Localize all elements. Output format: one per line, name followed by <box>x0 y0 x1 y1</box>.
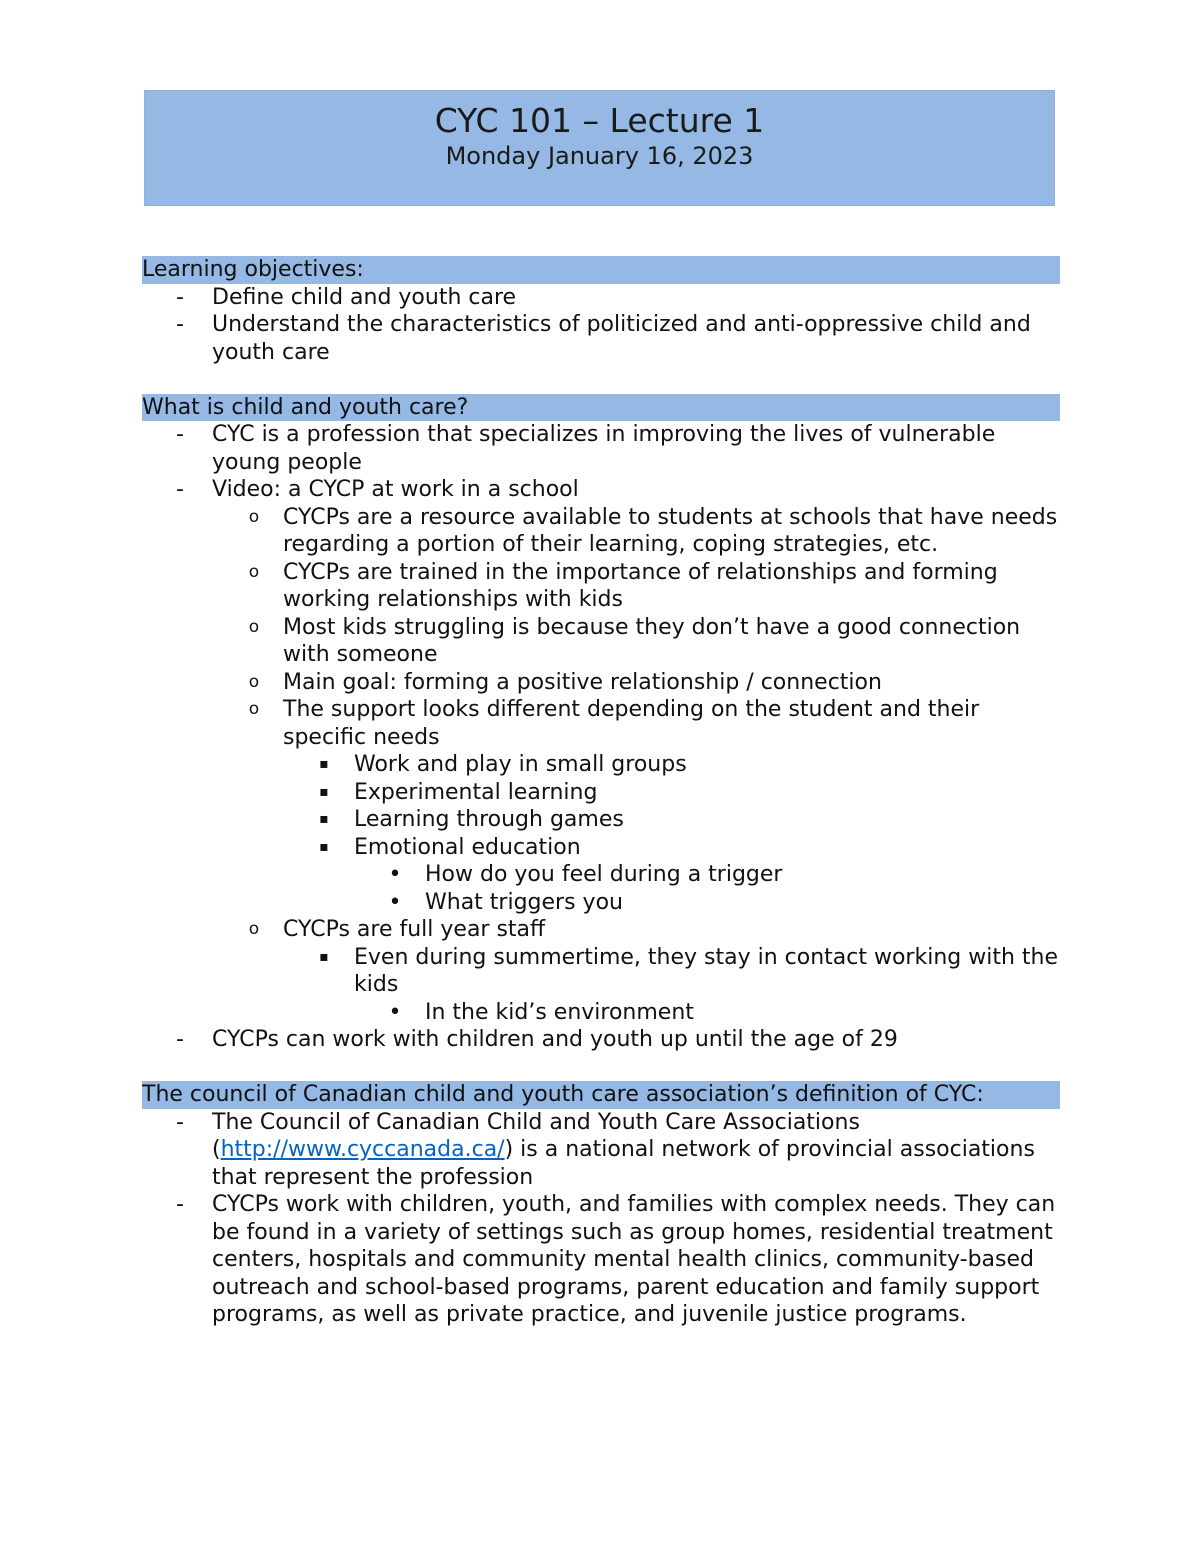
list-item <box>142 861 1060 889</box>
document-body <box>142 256 1060 1329</box>
list-item-text: CYCPs are trained in the importance of relationships and forming working relationships with kids <box>283 559 998 612</box>
square-marker: ▪ <box>319 811 329 827</box>
list-item <box>142 311 1060 366</box>
list-item-text: Experimental learning <box>354 779 598 805</box>
list-item <box>142 476 1060 504</box>
list-item-text: The support looks different depending on the student and their specific needs <box>283 697 980 750</box>
bullet-marker: • <box>388 862 402 887</box>
list-item <box>142 916 1060 944</box>
list-item <box>142 559 1060 614</box>
list-item-text: CYCPs are a resource available to students at schools that have needs regarding a portion of their learning, coping strategies, etc. <box>283 504 1058 557</box>
what-is-list <box>142 421 1060 1054</box>
council-text-post: ) is a national network of provincial associations that represent the profession <box>212 1137 1035 1190</box>
document-date: Monday January 16, 2023 <box>445 142 754 170</box>
list-item-text: CYCPs work with children, youth, and families with complex needs. They can be found in a variety of settings such as group homes, residential treatment centers, hospitals and community mental health clinics, community-based outreach and school-based programs, parent education and family support programs, as well as private practice, and juvenile justice programs. <box>212 1192 1056 1327</box>
list-item-text: Even during summertime, they stay in contact working with the kids <box>354 944 1058 997</box>
dash-marker: - <box>176 284 184 310</box>
list-item-text: CYCPs are full year staff <box>283 917 546 942</box>
list-item-text: Understand the characteristics of politicized and anti-oppressive child and youth care <box>212 312 1031 365</box>
circle-marker: o <box>248 506 260 527</box>
dash-marker: - <box>176 477 184 502</box>
council-text-pre: The Council of Canadian Child and Youth Care Associations ( <box>212 1109 860 1162</box>
square-marker: ▪ <box>319 756 329 772</box>
title-box <box>144 90 1055 206</box>
square-marker: ▪ <box>319 783 329 800</box>
list-item-text: Emotional education <box>354 834 581 860</box>
list-item <box>142 421 1060 476</box>
list-item <box>142 1026 1060 1054</box>
council-list <box>142 1109 1060 1329</box>
list-item <box>142 806 1060 834</box>
list-item-text: How do you feel during a trigger <box>425 862 783 887</box>
list-item <box>142 999 1060 1027</box>
list-item-text: CYCPs can work with children and youth up until the age of 29 <box>212 1027 898 1052</box>
document-title: CYC 101 – Lecture 1 <box>434 101 765 140</box>
dash-marker: - <box>176 1109 184 1135</box>
list-item-text: What triggers you <box>425 889 623 915</box>
list-item <box>142 504 1060 559</box>
list-item-text <box>212 1110 1035 1190</box>
dash-marker: - <box>176 1192 184 1217</box>
list-item-text: In the kid’s environment <box>425 999 694 1025</box>
list-item-text: Video: a CYCP at work in a school <box>212 477 579 502</box>
list-item-text: Work and play in small groups <box>354 752 687 777</box>
list-item-text: Main goal: forming a positive relationship / connection <box>283 669 882 695</box>
dash-marker: - <box>176 422 184 447</box>
bullet-marker: • <box>388 889 402 915</box>
list-item <box>142 834 1060 862</box>
section-heading-objectives: Learning objectives: <box>142 256 1060 284</box>
list-item <box>142 669 1060 697</box>
list-item-text: Define child and youth care <box>212 284 517 310</box>
list-item <box>142 696 1060 751</box>
bullet-marker: • <box>388 999 402 1025</box>
list-item-text: Learning through games <box>354 807 624 832</box>
cyccanada-link[interactable]: http://www.cyccanada.ca/ <box>220 1137 505 1162</box>
circle-marker: o <box>248 616 260 637</box>
circle-marker: o <box>248 919 260 939</box>
list-item <box>142 1191 1060 1329</box>
list-item-text: Most kids struggling is because they don’t have a good connection with someone <box>283 614 1021 667</box>
dash-marker: - <box>176 1027 184 1052</box>
dash-marker: - <box>176 312 184 337</box>
list-item <box>142 889 1060 917</box>
list-item <box>142 284 1060 312</box>
section-heading-council: The council of Canadian child and youth care association’s definition of CYC: <box>142 1081 1060 1109</box>
circle-marker: o <box>248 561 260 582</box>
list-item <box>142 751 1060 779</box>
section-heading-what-is: What is child and youth care? <box>142 394 1060 422</box>
square-marker: ▪ <box>319 948 329 965</box>
list-item <box>142 1109 1060 1192</box>
list-item <box>142 944 1060 999</box>
circle-marker: o <box>248 699 260 719</box>
circle-marker: o <box>248 671 260 692</box>
list-item <box>142 779 1060 807</box>
objectives-list <box>142 284 1060 367</box>
square-marker: ▪ <box>319 838 329 855</box>
list-item <box>142 614 1060 669</box>
list-item-text: CYC is a profession that specializes in improving the lives of vulnerable young people <box>212 422 996 475</box>
